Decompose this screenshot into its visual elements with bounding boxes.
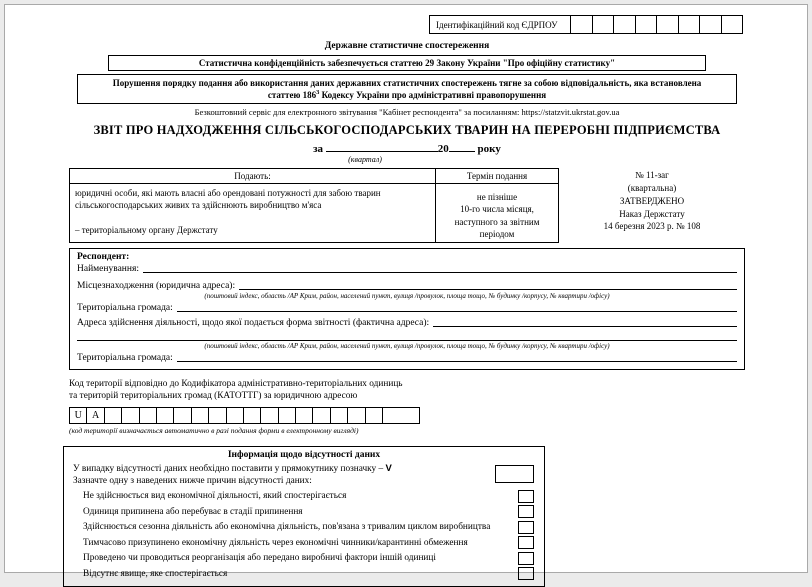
form-periodicity: (квартальна): [627, 183, 677, 194]
absence-reasons: [73, 490, 535, 581]
reason-checkbox[interactable]: [518, 552, 534, 565]
form-number: № 11-заг: [635, 170, 669, 181]
reason-text: Одиниця припинена або перебуває в стадії припинення: [83, 506, 303, 517]
reason-row: [73, 490, 535, 503]
edrpou-code-box: [429, 15, 743, 34]
edrpou-cells: [571, 16, 742, 33]
period-line: за 20 року: [313, 143, 501, 156]
edrpou-cell[interactable]: [571, 16, 593, 33]
legal-address-hint: (поштовий індекс, область /АР Крим, район, населений пункт, вулиця /провулок, площа тощо, № будинку /корпусу, № квартири /офісу): [204, 291, 610, 300]
name-label: Найменування:: [77, 263, 139, 274]
absence-mark-field[interactable]: [495, 465, 534, 483]
community-row-1: [77, 303, 737, 313]
katottg-cell[interactable]: [140, 408, 157, 423]
violation-line1: Порушення порядку подання або використання даних державних статистичних спостережень тягне за собою відповідальність, яка встановлена: [112, 78, 702, 88]
reason-checkbox[interactable]: [518, 521, 534, 534]
edrpou-label: Ідентифікаційний код ЄДРПОУ: [430, 16, 571, 33]
state-observation-heading: Державне статистичне спостереження: [324, 41, 490, 51]
absence-instruction-1: У випадку відсутності даних необхідно поставити у прямокутнику позначку – V: [73, 462, 392, 474]
legal-address-field[interactable]: [239, 281, 737, 290]
form-content: [5, 5, 807, 587]
katottg-prefix-a: A: [87, 408, 104, 423]
katottg-cell[interactable]: [383, 408, 399, 423]
katottg-cell[interactable]: [105, 408, 122, 423]
katottg-cell[interactable]: [296, 408, 313, 423]
submitters-cell: юридичні особи, які мають власні або орендовані потужності для забою тварин сільськогосподарських живих та здійснюють виробництво м'яса – територіальному органу Держстату: [70, 184, 436, 243]
katottg-cell[interactable]: [122, 408, 139, 423]
year-blank-field[interactable]: [449, 141, 475, 152]
period-blank-field[interactable]: [326, 141, 438, 152]
name-row: [77, 264, 737, 274]
edrpou-cell[interactable]: [722, 16, 743, 33]
reason-checkbox[interactable]: [518, 505, 534, 518]
edrpou-cell[interactable]: [614, 16, 636, 33]
reason-checkbox[interactable]: [518, 536, 534, 549]
actual-address-row: [77, 318, 737, 328]
order-label: Наказ Держстату: [619, 208, 685, 219]
confidentiality-box: [108, 55, 706, 71]
reason-text: Тимчасово призупинено економічну діяльність через економічні чинники/карантинні обмеження: [83, 537, 468, 548]
reason-row: [73, 536, 535, 549]
reason-text: Проведено чи проводиться реорганізація або передано виробничі фактори іншій одиниці: [83, 553, 436, 564]
katottg-cell[interactable]: [244, 408, 261, 423]
katottg-cell[interactable]: [157, 408, 174, 423]
reason-text: Не здійснюється вид економічної діяльності, який спостерігається: [83, 491, 347, 502]
article-superscript: 3: [316, 89, 320, 97]
reason-row: [73, 521, 535, 534]
katottg-cell[interactable]: [174, 408, 191, 423]
confidentiality-text: Статистична конфіденційність забезпечується статтею 29 Закону України "Про офіційну статистику": [198, 58, 616, 68]
approved-label: ЗАТВЕРДЖЕНО: [619, 195, 685, 206]
edrpou-cell[interactable]: [679, 16, 701, 33]
katottg-cell[interactable]: [279, 408, 296, 423]
violation-line2: статтею $186^3$ Кодексу України про адміністративні правопорушення: [267, 89, 547, 101]
katottg-cells: [69, 407, 420, 424]
absence-instruction-2: Зазначте одну з наведених нижче причин відсутності даних:: [73, 475, 312, 486]
recipient-line: – територіальному органу Держстату: [75, 224, 218, 235]
submission-row: [69, 168, 745, 243]
legal-address-row: [77, 281, 737, 291]
legal-address-label: Місцезнаходження (юридична адреса):: [77, 280, 236, 291]
actual-address-field-line2[interactable]: [77, 328, 737, 341]
absence-instructions: [73, 463, 535, 487]
submitters-header: Подають:: [70, 169, 436, 184]
v-mark: V: [385, 462, 392, 474]
form-page: [4, 4, 808, 579]
community-field-1[interactable]: [177, 303, 737, 312]
edrpou-cell[interactable]: [593, 16, 615, 33]
reason-checkbox[interactable]: [518, 567, 534, 580]
reason-row: [73, 567, 535, 580]
edrpou-cell[interactable]: [657, 16, 679, 33]
absence-title: Інформація щодо відсутності даних: [227, 449, 381, 460]
reason-row: [73, 505, 535, 518]
absence-box: [63, 446, 545, 587]
report-title: ЗВІТ ПРО НАДХОДЖЕННЯ СІЛЬСЬКОГОСПОДАРСЬКИХ ТВАРИН НА ПЕРЕРОБНІ ПІДПРИЄМСТВА: [93, 123, 721, 138]
reason-checkbox[interactable]: [518, 490, 534, 503]
community-row-2: [77, 353, 737, 363]
edrpou-cell[interactable]: [700, 16, 722, 33]
katottg-cell[interactable]: [227, 408, 244, 423]
edrpou-cell[interactable]: [636, 16, 658, 33]
katottg-hint: (код території визначається автоматично в разі подання форми в електронному вигляді): [69, 425, 359, 435]
actual-address-hint: (поштовий індекс, область /АР Крим, район, населений пункт, вулиця /провулок, площа тощо, № будинку /корпусу, № квартири /офісу): [204, 341, 610, 350]
deadline-cell: не пізніше 10-го числа місяця, наступного за звітним періодом: [436, 184, 559, 243]
community-field-2[interactable]: [177, 353, 737, 362]
respondent-title: Респондент:: [77, 251, 130, 262]
period-hint: (квартал): [348, 155, 382, 165]
community-label-1: Територіальна громада:: [77, 302, 173, 313]
katottg-cell[interactable]: [192, 408, 209, 423]
katottg-cell[interactable]: [313, 408, 330, 423]
submission-table: [69, 168, 559, 243]
free-service-line: Безкоштовний сервіс для електронного звітування "Кабінет респондента" за посиланням: https://statzvit.ukrstat.gov.ua: [194, 107, 620, 118]
katottg-cell[interactable]: [261, 408, 278, 423]
katottg-prefix-u: U: [70, 408, 87, 423]
katottg-cell[interactable]: [209, 408, 226, 423]
violation-box: [77, 74, 737, 104]
approval-block: [559, 168, 745, 243]
katottg-cell[interactable]: [348, 408, 365, 423]
name-field[interactable]: [143, 264, 737, 273]
katottg-cell[interactable]: [331, 408, 348, 423]
actual-address-label: Адреса здійснення діяльності, щодо якої подається форма звітності (фактична адреса):: [77, 317, 430, 328]
community-label-2: Територіальна громада:: [77, 352, 173, 363]
actual-address-field[interactable]: [433, 318, 737, 327]
order-date: 14 березня 2023 р. № 108: [603, 221, 701, 232]
reason-text: Здійснюється сезонна діяльність або економічна діяльність, пов'язана з тривалим циклом виробництва: [83, 522, 491, 533]
respondent-box: [69, 248, 745, 370]
katottg-text: Код території відповідно до Кодифікатора адміністративно-територіальних одиниць та територій територіальних громад (КАТОТТГ) за юридичною адресою: [69, 378, 403, 401]
reason-row: [73, 552, 535, 565]
reason-text: Відсутнє явище, яке спостерігається: [83, 568, 228, 579]
katottg-cell[interactable]: [366, 408, 383, 423]
deadline-header: Термін подання: [436, 169, 559, 184]
